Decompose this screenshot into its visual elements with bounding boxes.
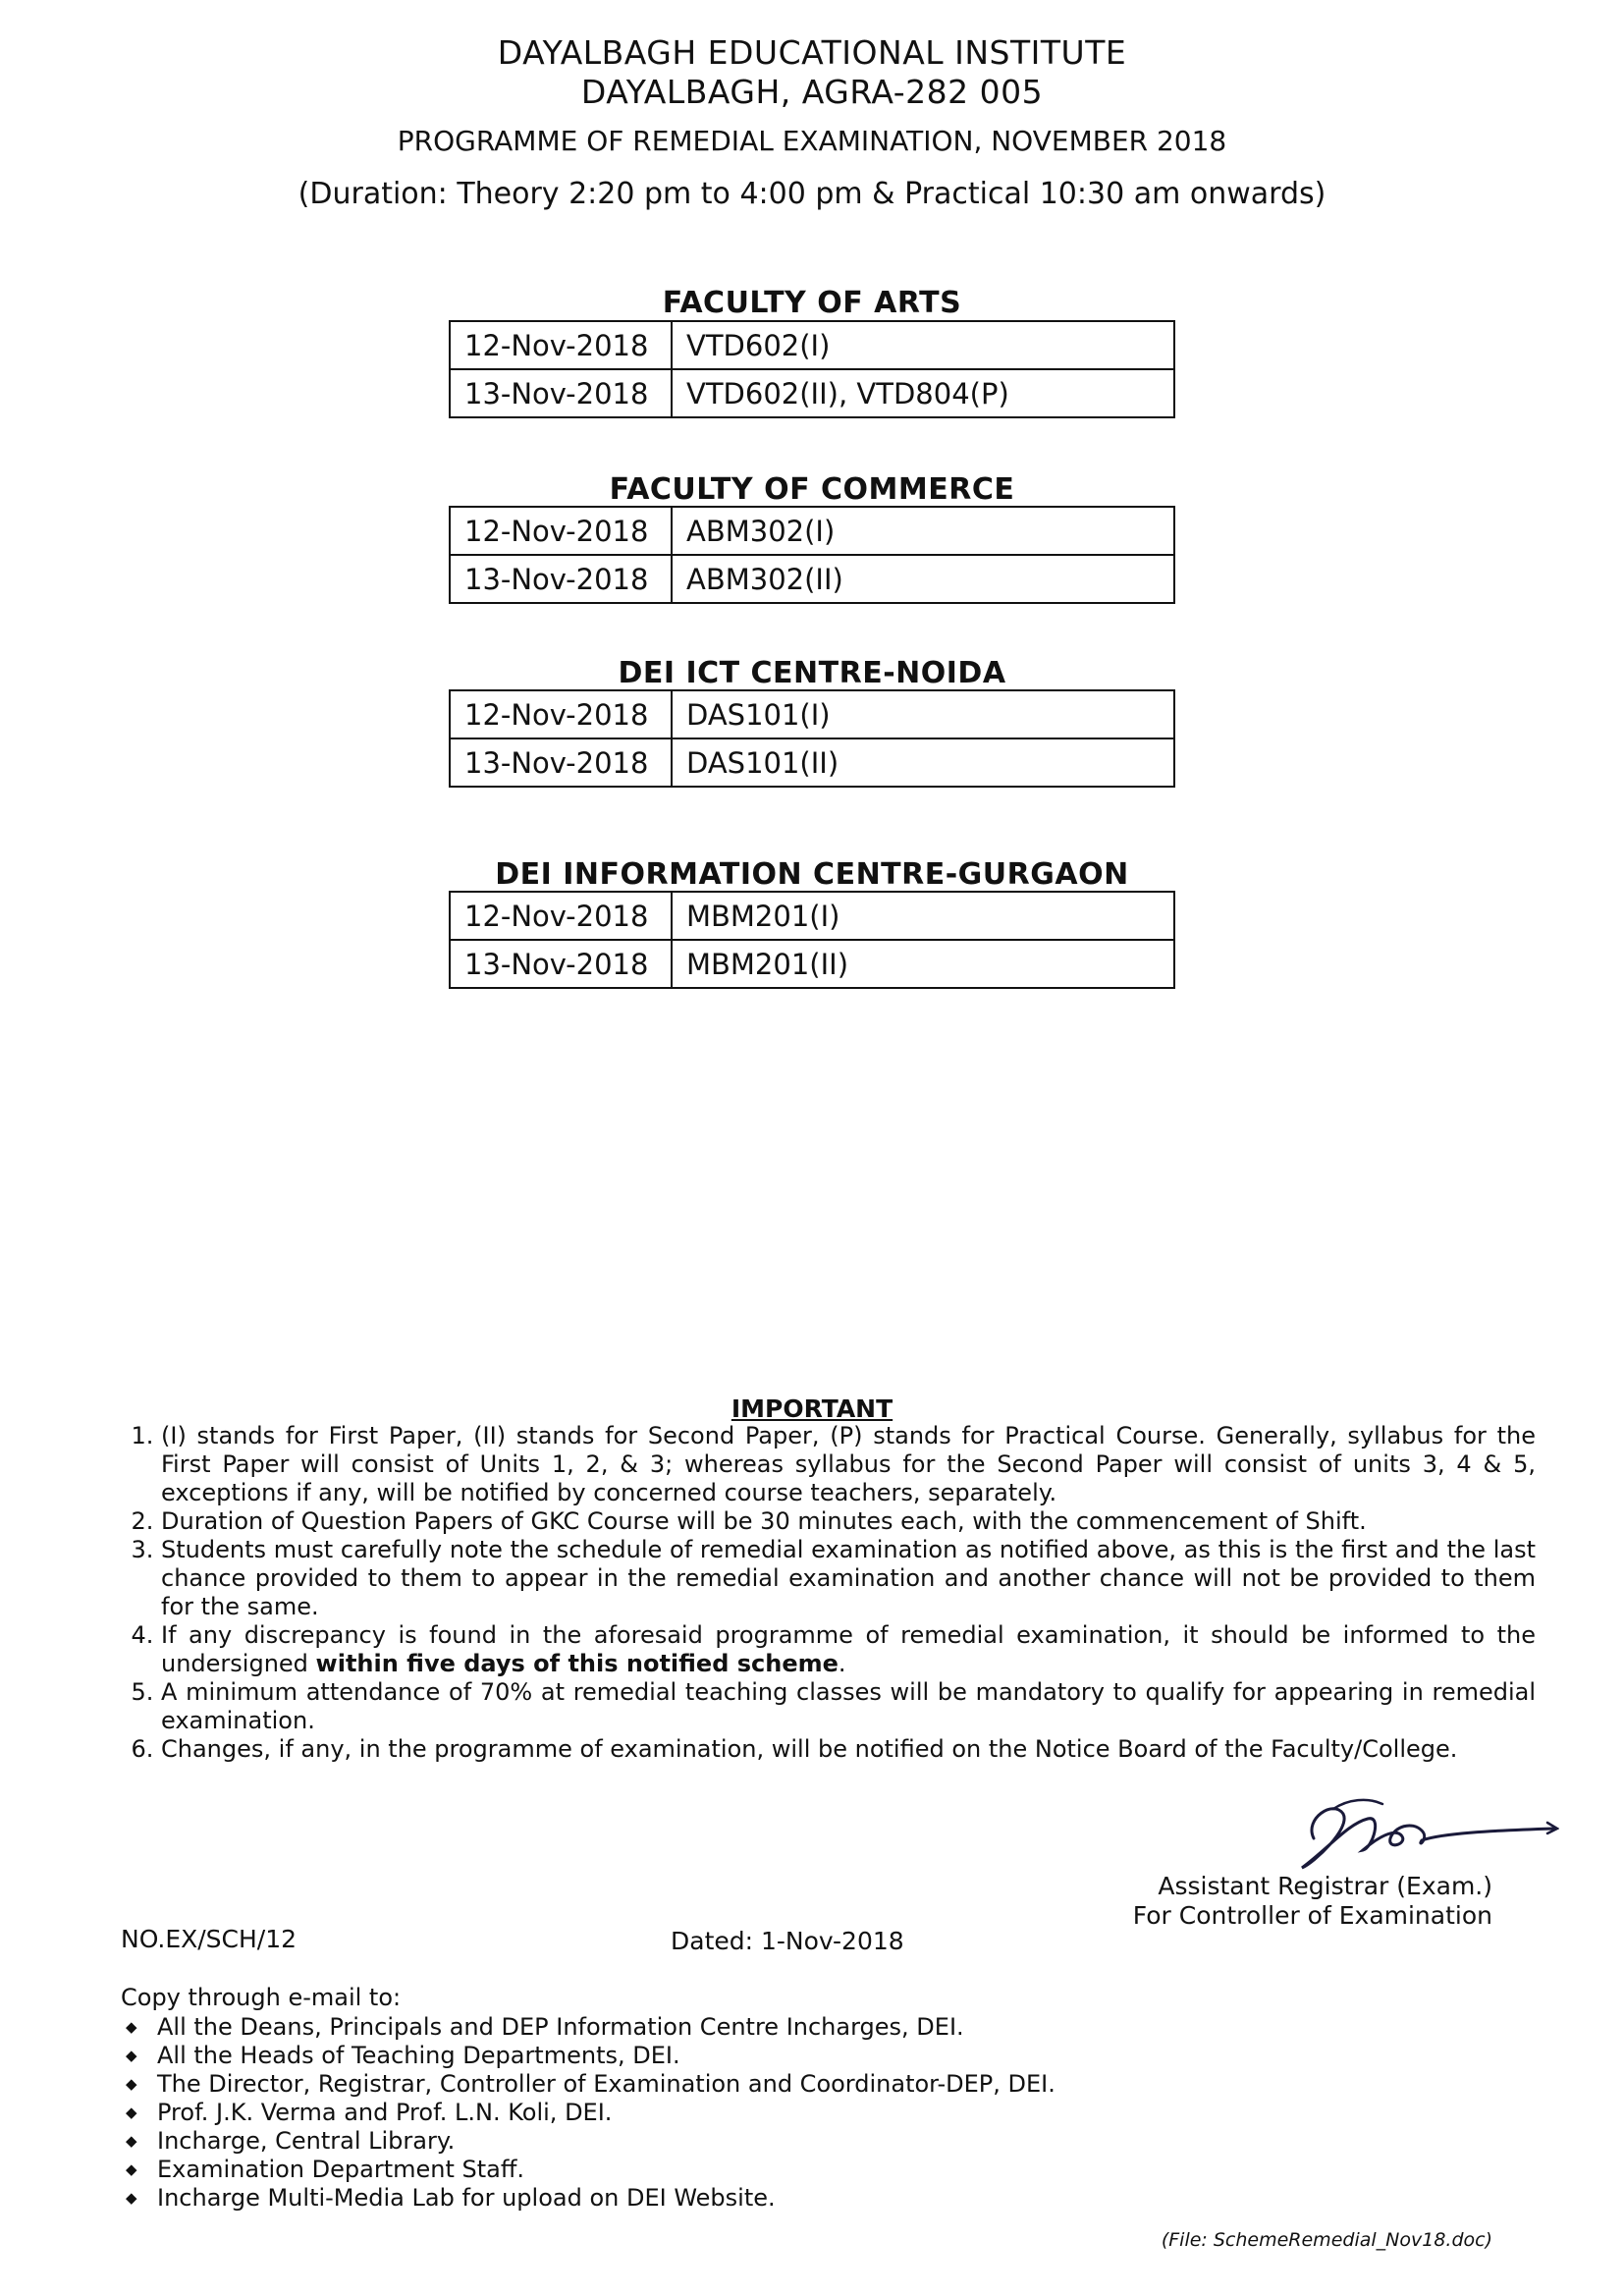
note-text: Students must carefully note the schedule of remedial examination as notified above, as this is the first and the last chance provided to them to appear in the remedial examination and another chance will not be provided to them for the same. <box>161 1536 1536 1620</box>
exam-date: 13-Nov-2018 <box>450 940 672 988</box>
signatory-designation: Assistant Registrar (Exam.) <box>1158 1872 1492 1900</box>
list-item <box>161 1735 1536 1764</box>
list-item: ◆ Examination Department Staff. <box>121 2156 1056 2184</box>
exam-date: 12-Nov-2018 <box>450 690 672 738</box>
table-row <box>450 690 1174 738</box>
signatory-on-behalf: For Controller of Examination <box>1132 1901 1492 1930</box>
list-item <box>161 1678 1536 1735</box>
reference-number: NO.EX/SCH/12 <box>121 1925 298 1953</box>
important-notes-list <box>120 1422 1536 1764</box>
exam-date: 13-Nov-2018 <box>450 738 672 787</box>
exam-papers: MBM201(II) <box>672 940 1174 988</box>
table-row <box>450 892 1174 940</box>
list-item <box>161 1507 1536 1536</box>
exam-date: 12-Nov-2018 <box>450 892 672 940</box>
institute-address: DAYALBAGH, AGRA-282 005 <box>580 73 1044 111</box>
schedule-table-noida <box>449 689 1175 788</box>
list-item: ◆ The Director, Registrar, Controller of Examination and Coordinator-DEP, DEI. <box>121 2070 1056 2099</box>
list-item: ◆ Incharge Multi-Media Lab for upload on DEI Website. <box>121 2184 1056 2213</box>
note-text: Duration of Question Papers of GKC Course will be 30 minutes each, with the commencement of Shift. <box>161 1507 1367 1535</box>
exam-date: 13-Nov-2018 <box>450 369 672 417</box>
table-row <box>450 738 1174 787</box>
list-item <box>161 1536 1536 1621</box>
note-text: Changes, if any, in the programme of examination, will be notified on the Notice Board of the Faculty/College. <box>161 1735 1458 1763</box>
section-title-commerce: FACULTY OF COMMERCE <box>609 472 1015 507</box>
table-row <box>450 507 1174 555</box>
schedule-table-arts <box>449 320 1175 418</box>
list-item <box>161 1621 1536 1678</box>
schedule-table-gurgaon <box>449 891 1175 989</box>
table-row <box>450 369 1174 417</box>
exam-duration: (Duration: Theory 2:20 pm to 4:00 pm & Practical 10:30 am onwards) <box>298 177 1326 211</box>
section-title-noida: DEI ICT CENTRE-NOIDA <box>618 656 1006 690</box>
list-item: ◆ Incharge, Central Library. <box>121 2127 1056 2156</box>
exam-papers: MBM201(I) <box>672 892 1174 940</box>
section-title-arts: FACULTY OF ARTS <box>662 286 962 320</box>
copy-recipients-list <box>121 2013 1056 2213</box>
table-row <box>450 555 1174 603</box>
list-item: ◆ All the Heads of Teaching Departments, DEI. <box>121 2042 1056 2070</box>
exam-papers: VTD602(I) <box>672 321 1174 369</box>
file-reference: (File: SchemeRemedial_Nov18.doc) <box>1161 2229 1492 2251</box>
exam-date: 12-Nov-2018 <box>450 507 672 555</box>
list-item: ◆ All the Deans, Principals and DEP Information Centre Incharges, DEI. <box>121 2013 1056 2042</box>
exam-papers: ABM302(I) <box>672 507 1174 555</box>
exam-papers: ABM302(II) <box>672 555 1174 603</box>
note-text: If any discrepancy is found in the aforesaid programme of remedial examination, it should be informed to the undersigned <box>161 1621 1536 1677</box>
note-text-end: . <box>838 1650 846 1677</box>
note-text: (I) stands for First Paper, (II) stands for Second Paper, (P) stands for Practical Course. Generally, syllabus for the First Paper will consist of Units 1, 2, & 3; whereas syllabus for the Second Paper will consist of units 3, 4 & 5, exceptions if any, will be notified by concerned course teachers, separately. <box>161 1422 1536 1506</box>
important-heading: IMPORTANT <box>731 1394 893 1423</box>
list-item <box>161 1422 1536 1507</box>
list-item: ◆ Prof. J.K. Verma and Prof. L.N. Koli, DEI. <box>121 2099 1056 2127</box>
section-title-gurgaon: DEI INFORMATION CENTRE-GURGAON <box>495 857 1129 892</box>
table-row <box>450 321 1174 369</box>
exam-date: 12-Nov-2018 <box>450 321 672 369</box>
table-row <box>450 940 1174 988</box>
schedule-table-commerce <box>449 506 1175 604</box>
exam-papers: VTD602(II), VTD804(P) <box>672 369 1174 417</box>
copy-heading: Copy through e-mail to: <box>121 1984 402 2011</box>
note-text: A minimum attendance of 70% at remedial teaching classes will be mandatory to qualify for appearing in remedial examination. <box>161 1678 1536 1734</box>
exam-date: 13-Nov-2018 <box>450 555 672 603</box>
programme-title: PROGRAMME OF REMEDIAL EXAMINATION, NOVEMBER 2018 <box>397 125 1227 157</box>
institute-name: DAYALBAGH EDUCATIONAL INSTITUTE <box>497 33 1127 72</box>
exam-papers: DAS101(I) <box>672 690 1174 738</box>
exam-papers: DAS101(II) <box>672 738 1174 787</box>
note-emphasis: within five days of this notified scheme <box>315 1650 839 1677</box>
issue-date: Dated: 1-Nov-2018 <box>671 1927 904 1955</box>
